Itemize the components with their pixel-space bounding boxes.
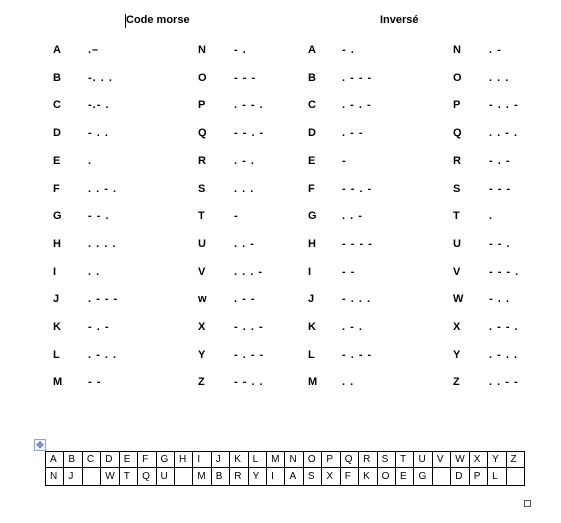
- morse-letter: Z: [453, 376, 460, 388]
- morse-letter: B: [53, 72, 61, 84]
- alphabet-row: [46, 452, 525, 468]
- morse-code: - . . -: [489, 99, 519, 111]
- morse-letter: V: [453, 266, 461, 278]
- table-cell[interactable]: [174, 468, 192, 486]
- heading-code-morse: Code morse: [126, 14, 190, 26]
- morse-code: -: [234, 210, 239, 222]
- morse-code: - . . -: [234, 321, 264, 333]
- morse-code: - .: [342, 44, 355, 56]
- table-cell[interactable]: L: [248, 452, 266, 468]
- table-cell[interactable]: I: [193, 452, 211, 468]
- morse-letter: S: [453, 183, 461, 195]
- morse-letter: C: [53, 99, 61, 111]
- morse-code: . - - -: [88, 293, 119, 305]
- morse-letter: N: [198, 44, 206, 56]
- morse-code: . . - .: [88, 183, 117, 195]
- morse-letter: P: [198, 99, 206, 111]
- table-cell[interactable]: Z: [506, 452, 524, 468]
- morse-letter: F: [53, 183, 60, 195]
- table-cell[interactable]: E: [119, 452, 137, 468]
- table-cell[interactable]: U: [156, 468, 174, 486]
- table-cell[interactable]: I: [267, 468, 285, 486]
- table-cell[interactable]: U: [414, 452, 432, 468]
- table-cell[interactable]: W: [451, 452, 469, 468]
- table-cell[interactable]: T: [119, 468, 137, 486]
- morse-letter: O: [453, 72, 462, 84]
- morse-code: .: [88, 155, 93, 167]
- morse-code: - . -: [489, 155, 511, 167]
- morse-code: - - -: [234, 72, 257, 84]
- morse-letter: M: [53, 376, 63, 388]
- morse-letter: F: [308, 183, 315, 195]
- morse-letter: C: [308, 99, 316, 111]
- morse-code: - - . -: [342, 183, 373, 195]
- morse-letter: U: [198, 238, 206, 250]
- table-cell[interactable]: M: [193, 468, 211, 486]
- morse-letter: B: [308, 72, 316, 84]
- morse-letter: W: [453, 293, 464, 305]
- morse-code: . - .: [234, 155, 255, 167]
- morse-code: - - - -: [342, 238, 373, 250]
- table-cell[interactable]: X: [322, 468, 340, 486]
- morse-code: . .: [88, 266, 101, 278]
- morse-code: - . .: [88, 127, 109, 139]
- table-cell[interactable]: M: [267, 452, 285, 468]
- morse-letter: Q: [198, 127, 207, 139]
- alphabet-table: [45, 451, 525, 486]
- morse-code: - . . .: [342, 293, 371, 305]
- morse-code: - . .: [489, 293, 510, 305]
- table-cell[interactable]: K: [230, 452, 248, 468]
- morse-code: . . - .: [489, 127, 518, 139]
- morse-code: - -: [88, 376, 102, 388]
- table-cell[interactable]: C: [82, 452, 100, 468]
- morse-letter: A: [53, 44, 61, 56]
- table-cell[interactable]: N: [46, 468, 64, 486]
- heading-inverse: Inversé: [380, 14, 419, 26]
- table-move-handle-icon[interactable]: ✥: [34, 439, 46, 451]
- morse-letter: Y: [453, 349, 461, 361]
- table-cell[interactable]: W: [101, 468, 119, 486]
- morse-code: . -: [489, 44, 502, 56]
- morse-code: . . . -: [234, 266, 263, 278]
- morse-code: -.- .: [88, 99, 110, 111]
- table-cell[interactable]: Y: [248, 468, 266, 486]
- morse-code: . . .: [234, 183, 255, 195]
- table-cell[interactable]: A: [285, 468, 303, 486]
- morse-letter: G: [53, 210, 62, 222]
- morse-letter: T: [198, 210, 205, 222]
- morse-letter: D: [308, 127, 316, 139]
- table-cell[interactable]: E: [396, 468, 414, 486]
- table-cell[interactable]: D: [101, 452, 119, 468]
- morse-code: . - - -: [342, 72, 373, 84]
- morse-letter: Y: [198, 349, 206, 361]
- morse-letter: E: [308, 155, 316, 167]
- morse-code: -. . .: [88, 72, 113, 84]
- table-cell[interactable]: B: [64, 452, 82, 468]
- table-cell[interactable]: Q: [340, 452, 358, 468]
- morse-code: . . -: [342, 210, 363, 222]
- table-cell[interactable]: D: [451, 468, 469, 486]
- morse-code: .–: [88, 44, 100, 56]
- morse-letter: N: [453, 44, 461, 56]
- morse-code: - . - -: [342, 349, 373, 361]
- morse-letter: M: [308, 376, 318, 388]
- morse-letter: J: [308, 293, 315, 305]
- table-cell[interactable]: S: [303, 468, 321, 486]
- morse-letter: w: [198, 293, 207, 305]
- morse-code: . - - .: [489, 321, 519, 333]
- morse-letter: X: [453, 321, 461, 333]
- substitution-row: [46, 468, 525, 486]
- table-cell[interactable]: K: [359, 468, 377, 486]
- morse-code: - - . -: [234, 127, 265, 139]
- text-cursor: [125, 14, 126, 28]
- table-cell[interactable]: [432, 468, 450, 486]
- table-cell[interactable]: F: [138, 452, 156, 468]
- morse-letter: A: [308, 44, 316, 56]
- morse-code: . - - .: [234, 99, 264, 111]
- table-cell[interactable]: G: [414, 468, 432, 486]
- morse-code: . - -: [234, 293, 256, 305]
- morse-code: . - .: [342, 321, 363, 333]
- table-cell[interactable]: F: [340, 468, 358, 486]
- morse-letter: H: [308, 238, 316, 250]
- table-cell[interactable]: [506, 468, 524, 486]
- morse-code: . . .: [489, 72, 510, 84]
- morse-code: - - - .: [489, 266, 520, 278]
- table-cell[interactable]: P: [322, 452, 340, 468]
- table-cell[interactable]: Y: [488, 452, 506, 468]
- morse-code: .: [489, 210, 494, 222]
- table-cell[interactable]: J: [64, 468, 82, 486]
- table-cell[interactable]: P: [469, 468, 487, 486]
- table-cell[interactable]: B: [211, 468, 229, 486]
- morse-letter: L: [308, 349, 315, 361]
- morse-code: - .: [234, 44, 247, 56]
- morse-letter: H: [53, 238, 61, 250]
- morse-letter: V: [198, 266, 206, 278]
- morse-letter: P: [453, 99, 461, 111]
- morse-code: . - . .: [489, 349, 518, 361]
- morse-code: - - .: [489, 238, 511, 250]
- morse-letter: R: [198, 155, 206, 167]
- morse-letter: Q: [453, 127, 462, 139]
- morse-letter: G: [308, 210, 317, 222]
- morse-letter: O: [198, 72, 207, 84]
- table-cell[interactable]: R: [359, 452, 377, 468]
- table-cell[interactable]: V: [432, 452, 450, 468]
- morse-code: -: [342, 155, 347, 167]
- morse-letter: X: [198, 321, 206, 333]
- table-cell[interactable]: Q: [138, 468, 156, 486]
- morse-code: . . . .: [88, 238, 117, 250]
- morse-code: . - . .: [88, 349, 117, 361]
- morse-letter: K: [308, 321, 316, 333]
- table-cell[interactable]: S: [377, 452, 395, 468]
- table-cell[interactable]: T: [396, 452, 414, 468]
- morse-code: . - . -: [342, 99, 372, 111]
- morse-code: - . -: [88, 321, 110, 333]
- table-cell[interactable]: A: [46, 452, 64, 468]
- morse-code: . .: [342, 376, 355, 388]
- table-cell[interactable]: [82, 468, 100, 486]
- morse-letter: J: [53, 293, 60, 305]
- table-cell[interactable]: N: [285, 452, 303, 468]
- morse-code: - -: [342, 266, 356, 278]
- morse-letter: I: [53, 266, 57, 278]
- morse-letter: Z: [198, 376, 205, 388]
- morse-letter: U: [453, 238, 461, 250]
- morse-code: - - -: [489, 183, 512, 195]
- morse-letter: T: [453, 210, 460, 222]
- table-cell[interactable]: L: [488, 468, 506, 486]
- morse-letter: S: [198, 183, 206, 195]
- morse-letter: I: [308, 266, 312, 278]
- morse-code: - - . .: [234, 376, 264, 388]
- table-cell[interactable]: G: [156, 452, 174, 468]
- morse-code: . . - -: [489, 376, 519, 388]
- morse-code: - . - -: [234, 349, 265, 361]
- table-cell[interactable]: O: [377, 468, 395, 486]
- table-cell[interactable]: J: [211, 452, 229, 468]
- morse-letter: R: [453, 155, 461, 167]
- table-resize-handle-icon[interactable]: [524, 500, 531, 507]
- morse-code: . . -: [234, 238, 255, 250]
- table-cell[interactable]: O: [303, 452, 321, 468]
- morse-letter: K: [53, 321, 61, 333]
- morse-letter: D: [53, 127, 61, 139]
- morse-code: - - .: [88, 210, 110, 222]
- table-cell[interactable]: X: [469, 452, 487, 468]
- morse-code: . - -: [342, 127, 364, 139]
- table-cell[interactable]: H: [174, 452, 192, 468]
- table-cell[interactable]: R: [230, 468, 248, 486]
- morse-letter: E: [53, 155, 61, 167]
- morse-letter: L: [53, 349, 60, 361]
